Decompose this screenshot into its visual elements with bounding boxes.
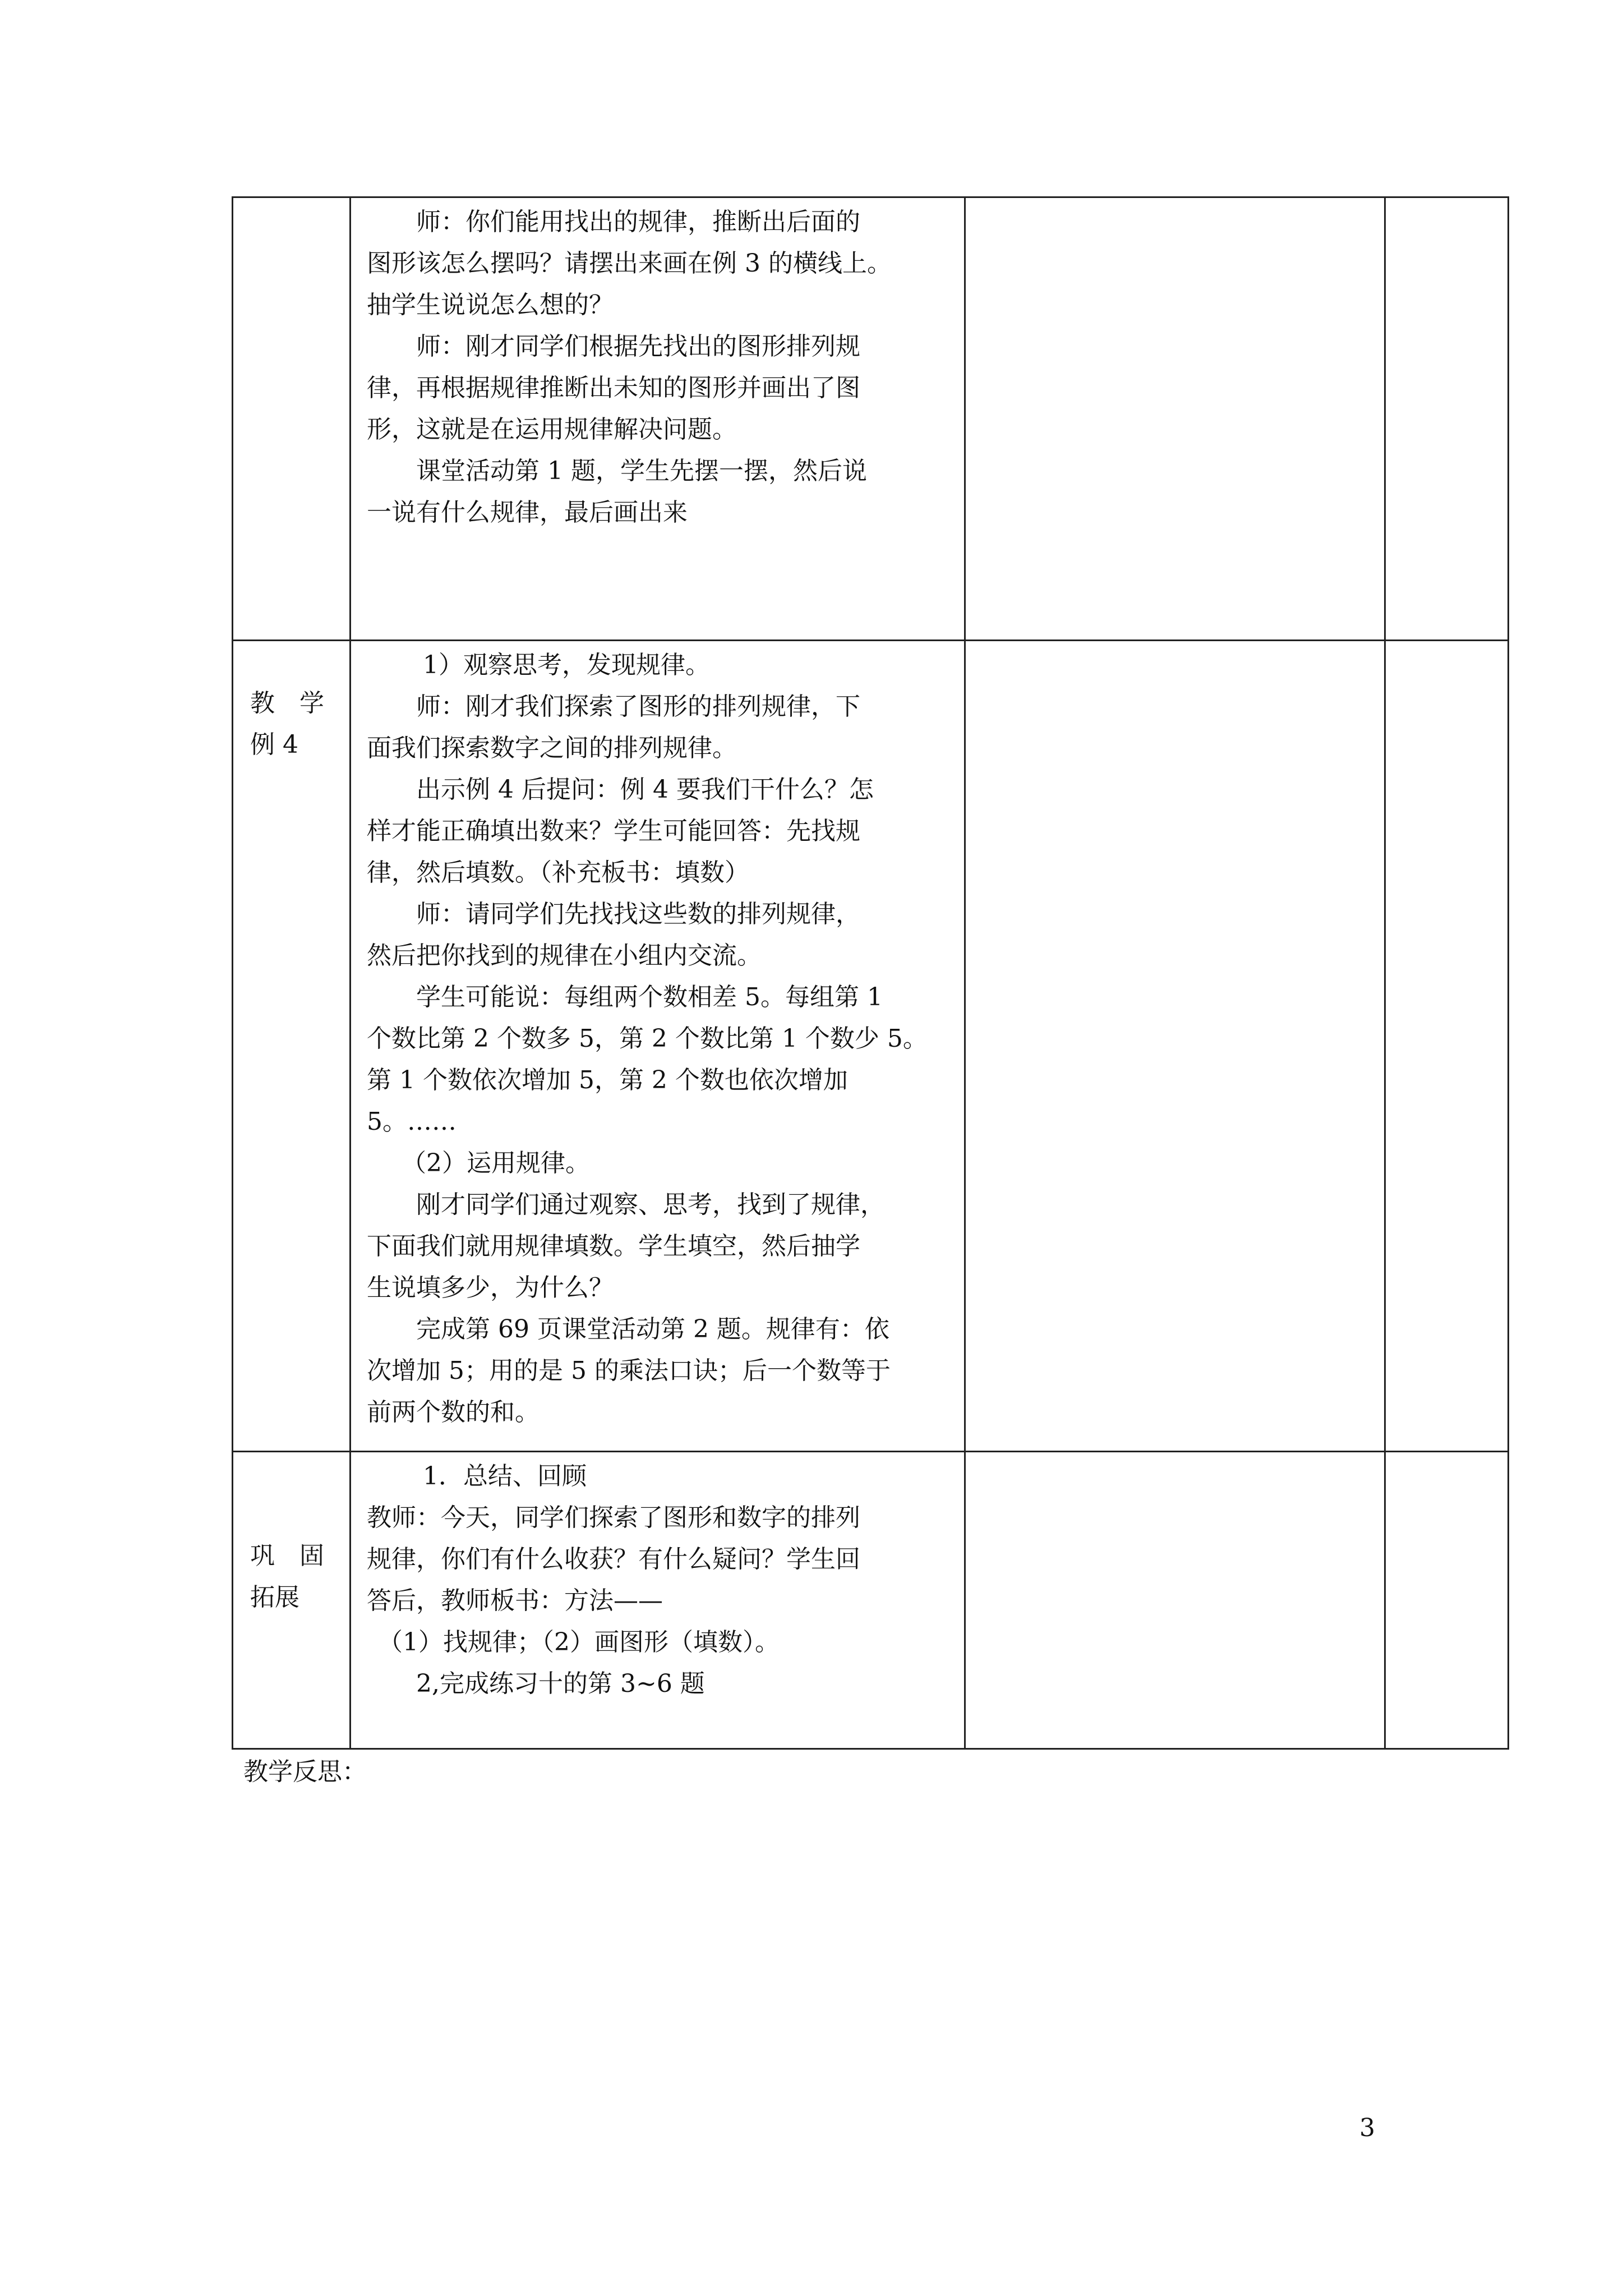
notes-cell: [965, 197, 1385, 641]
content-line: 答后，教师板书：方法——: [367, 1586, 663, 1615]
content-line: 1．总结、回顾: [423, 1462, 587, 1490]
section-label-line: 例 4: [250, 730, 298, 759]
content-line: 完成第 69 页课堂活动第 2 题。规律有：依: [416, 1315, 889, 1343]
section-label-line: 拓展: [250, 1583, 299, 1612]
content-line: 抽学生说说怎么想的？: [367, 291, 614, 319]
lesson-plan-table: [232, 196, 1509, 1750]
page-number: 3: [1359, 2114, 1375, 2142]
table-row: [233, 197, 1509, 641]
remarks-cell: [1385, 641, 1509, 1452]
content-line: 师：刚才我们探索了图形的排列规律，下: [416, 692, 860, 721]
content-line: 刚才同学们通过观察、思考，找到了规律，: [416, 1190, 885, 1219]
section-label-cell: [233, 197, 351, 641]
content-line: 生说填多少，为什么？: [367, 1273, 614, 1302]
content-cell: [351, 197, 965, 641]
content-line: 第 1 个数依次增加 5，第 2 个数也依次增加: [367, 1066, 848, 1094]
section-label-cell: [233, 1452, 351, 1749]
table-row: [233, 641, 1509, 1452]
content-line: 出示例 4 后提问：例 4 要我们干什么？怎: [416, 775, 874, 804]
content-cell: [351, 1452, 965, 1749]
section-label-cell: [233, 641, 351, 1452]
content-line: 规律，你们有什么收获？有什么疑问？学生回: [367, 1545, 860, 1573]
content-line: 师：你们能用找出的规律，推断出后面的: [416, 208, 860, 236]
content-line: （1）找规律；（2）画图形（填数）。: [378, 1628, 780, 1657]
content-line: 1）观察思考，发现规律。: [423, 651, 710, 679]
section-label-line: 巩 固: [250, 1542, 324, 1570]
table-row: [233, 1452, 1509, 1749]
content-line: 律，然后填数。（补充板书：填数）: [367, 858, 749, 887]
content-line: （2）运用规律。: [402, 1149, 590, 1177]
content-line: 教师：今天，同学们探索了图形和数字的排列: [367, 1503, 860, 1532]
content-line: 5。……: [367, 1107, 457, 1136]
content-line: 个数比第 2 个数多 5，第 2 个数比第 1 个数少 5。: [367, 1024, 928, 1053]
content-line: 样才能正确填出数来？学生可能回答：先找规: [367, 817, 860, 845]
remarks-cell: [1385, 197, 1509, 641]
notes-cell: [965, 641, 1385, 1452]
remarks-cell: [1385, 1452, 1509, 1749]
content-line: 学生可能说：每组两个数相差 5。每组第 1: [416, 983, 883, 1011]
content-line: 师：请同学们先找找这些数的排列规律，: [416, 900, 860, 928]
content-line: 次增加 5；用的是 5 的乘法口诀；后一个数等于: [367, 1356, 891, 1385]
content-line: 前两个数的和。: [367, 1398, 540, 1427]
content-line: 形，这就是在运用规律解决问题。: [367, 415, 737, 444]
content-line: 图形该怎么摆吗？请摆出来画在例 3 的横线上。: [367, 249, 892, 278]
teaching-reflection-label: 教学反思：: [243, 1757, 367, 1786]
content-line: 课堂活动第 1 题，学生先摆一摆，然后说: [416, 457, 867, 485]
content-cell: [351, 641, 965, 1452]
content-line: 一说有什么规律，最后画出来: [367, 498, 688, 527]
content-line: 然后把你找到的规律在小组内交流。: [367, 941, 762, 970]
notes-cell: [965, 1452, 1385, 1749]
content-line: 面我们探索数字之间的排列规律。: [367, 734, 737, 762]
content-line: 下面我们就用规律填数。学生填空，然后抽学: [367, 1232, 860, 1260]
content-line: 师：刚才同学们根据先找出的图形排列规: [416, 332, 860, 361]
section-label-line: 教 学: [250, 689, 324, 717]
content-line: 律，再根据规律推断出未知的图形并画出了图: [367, 374, 860, 402]
content-line: 2,完成练习十的第 3~6 题: [416, 1669, 705, 1698]
